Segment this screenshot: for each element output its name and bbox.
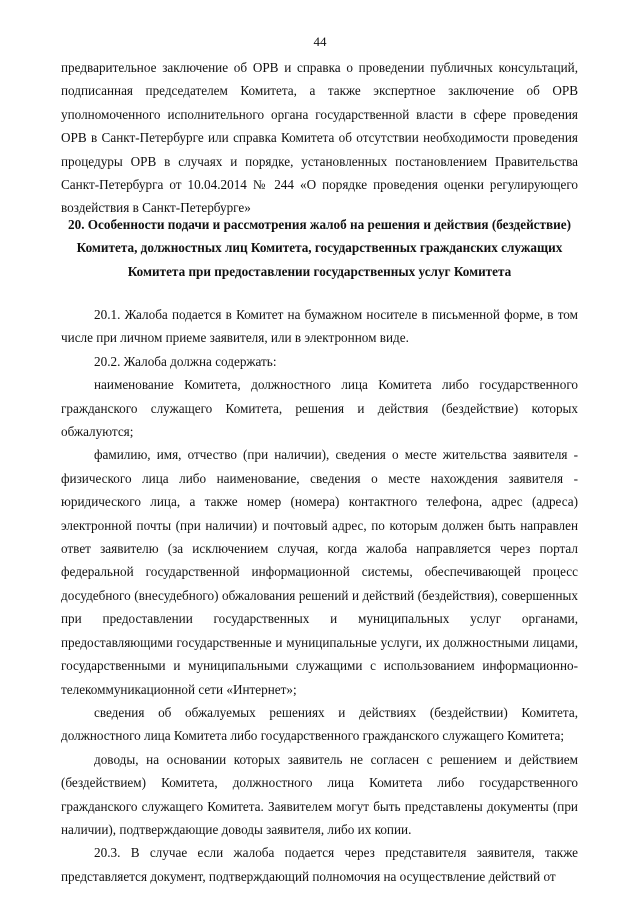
paragraph-item-arguments: доводы, на основании которых заявитель не согласен с решением и действием (бездействием) Комитета, должностного лица Комитета либо государственного гражданского служащего Комитета. Заявителем могут быть представлены документы (при наличии), подтверждающие доводы заявителя, либо их копии. [61, 751, 578, 837]
paragraph-20-3: 20.3. В случае если жалоба подается через представителя заявителя, также представляется документ, подтверждающий полномочия на осуществление действий от [61, 845, 578, 884]
paragraph-item-decisions: сведения об обжалуемых решениях и действиях (бездействии) Комитета, должностного лица Комитета либо государственного гражданского служащего Комитета; [61, 704, 578, 744]
main-text-block [61, 303, 578, 888]
intro-text-block [61, 56, 578, 220]
page-number: 44 [313, 34, 327, 49]
section-heading: 20. Особенности подачи и рассмотрения жалоб на решения и действия (бездействие) Комитета, должностных лиц Комитета, государственных гражданских служащих Комитета при предоставлении государственных услуг Комитета [68, 217, 571, 279]
paragraph-item-applicant: фамилию, имя, отчество (при наличии), сведения о месте жительства заявителя - физического лица либо наименование, сведения о месте нахождения заявителя - юридического лица, а также номер (номера) контактного телефона, адрес (адреса) электронной почты (при наличии) и почтовый адрес, по которым должен быть направлен ответ заявителю (за исключением случая, когда жалоба направляется через портал федеральной государственной информационной системы, обеспечивающей процесс досудебного (внесудебного) обжалования решений и действий (бездействия), совершенных при предоставлении государственных и муниципальных услуг органами, предоставляющими государственные и муниципальные услуги, их должностными лицами, государственными и муниципальными служащими с использованием информационно-телекоммуникационной сети «Интернет»; [61, 447, 578, 697]
paragraph-20-2: 20.2. Жалоба должна содержать: [94, 353, 277, 369]
intro-paragraph: предварительное заключение об ОРВ и справка о проведении публичных консультаций, подписанная председателем Комитета, а также экспертное заключение об ОРВ уполномоченного исполнительного органа государственной власти в сфере проведения ОРВ в Санкт-Петербурге или справка Комитета об отсутствии необходимости проведения процедуры ОРВ в случаях и порядке, установленных постановлением Правительства Санкт-Петербурга от 10.04.2014 № 244 «О порядке проведения оценки регулирующего воздействия в Санкт-Петербурге» [61, 60, 578, 216]
paragraph-item-name: наименование Комитета, должностного лица Комитета либо государственного гражданского служащего Комитета, решения и действия (бездействие) которых обжалуются; [61, 377, 578, 440]
paragraph-20-1: 20.1. Жалоба подается в Комитет на бумажном носителе в письменной форме, в том числе при личном приеме заявителя, или в электронном виде. [61, 307, 578, 346]
